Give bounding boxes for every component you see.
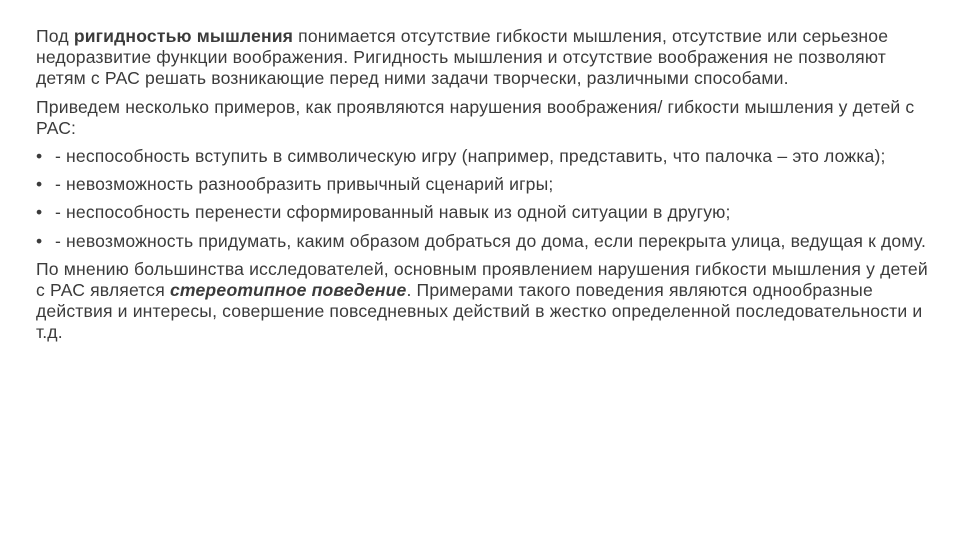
- list-item: [36, 146, 938, 167]
- slide-content: [36, 26, 938, 351]
- list-item-text: - неспособность вступить в символическую игру (например, представить, что палочка – это ложка);: [55, 146, 886, 167]
- definition-rest: понимается отсутствие гибкости мышления, отсутствие или серьезное недоразвитие функции воображения. Ригидность мышления и отсутствие воображения не позволяют детям с РАС решать возникающие перед ними задачи творчески, различными способами.: [36, 26, 889, 89]
- list-item: [36, 202, 938, 223]
- bullet-icon: •: [36, 174, 43, 195]
- examples-list: [36, 146, 938, 252]
- bullet-icon: •: [36, 146, 43, 167]
- list-item-text: - неспособность перенести сформированный навык из одной ситуации в другую;: [55, 202, 731, 223]
- definition-paragraph: [36, 26, 938, 90]
- examples-intro-text: Приведем несколько примеров, как проявляются нарушения воображения/ гибкости мышления у детей с РАС:: [36, 96, 915, 138]
- examples-intro-paragraph: [36, 97, 938, 139]
- bullet-icon: •: [36, 230, 43, 251]
- bullet-icon: •: [36, 202, 43, 223]
- list-item-text: - невозможность разнообразить привычный сценарий игры;: [55, 174, 554, 195]
- list-item-text: - невозможность придумать, каким образом добраться до дома, если перекрыта улица, ведущая к дому.: [55, 230, 926, 251]
- conclusion-rest: . Примерами такого поведения являются однообразные действия и интересы, совершение повседневных действий в жестко определенной последовательности и т.д.: [36, 280, 923, 343]
- list-item: [36, 231, 938, 252]
- definition-lead: Под: [36, 26, 74, 46]
- conclusion-lead: По мнению большинства исследователей, основным проявлением нарушения гибкости мышления у детей с РАС является: [36, 258, 928, 301]
- conclusion-paragraph: [36, 259, 938, 344]
- list-item: [36, 174, 938, 195]
- definition-term: ригидностью мышления: [73, 26, 294, 46]
- conclusion-term: стереотипное поведение: [169, 280, 407, 301]
